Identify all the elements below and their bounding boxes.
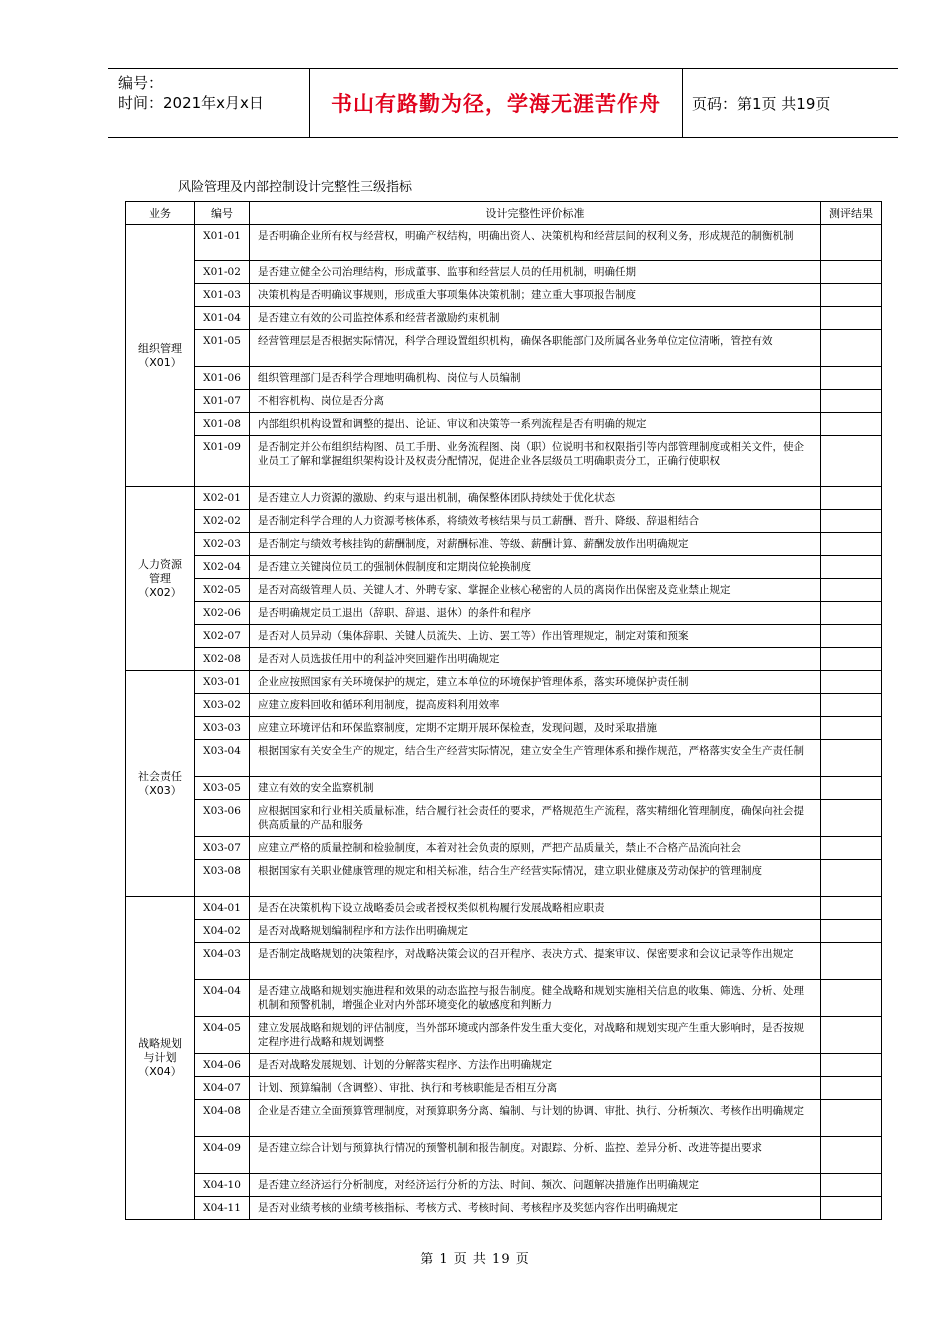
code-cell: X04-04 — [195, 980, 250, 1017]
code-cell: X01-07 — [195, 390, 250, 413]
code-cell: X02-04 — [195, 556, 250, 579]
result-cell[interactable] — [821, 717, 882, 740]
code-cell: X01-09 — [195, 436, 250, 487]
table-row — [126, 284, 882, 307]
table-header-row — [126, 202, 882, 225]
category-cell: 战略规划 与计划 （X04） — [126, 897, 195, 1220]
table-row — [126, 980, 882, 1017]
table-row — [126, 694, 882, 717]
result-cell[interactable] — [821, 367, 882, 390]
column-header-criteria: 设计完整性评价标准 — [250, 202, 821, 225]
criteria-cell: 不相容机构、岗位是否分离 — [250, 390, 821, 413]
criteria-cell: 是否建立战略和规划实施进程和效果的动态监控与报告制度。健全战略和规划实施相关信息的收集、筛选、分析、处理机制和预警机制，增强企业对内外部环境变化的敏感度和判断力 — [250, 980, 821, 1017]
header-meta — [108, 69, 308, 137]
criteria-cell: 是否对战略发展规划、计划的分解落实程序、方法作出明确规定 — [250, 1054, 821, 1077]
result-cell[interactable] — [821, 943, 882, 980]
code-cell: X02-03 — [195, 533, 250, 556]
code-cell: X01-08 — [195, 413, 250, 436]
page-footer: 第 1 页 共 19 页 — [420, 1252, 530, 1267]
table-row — [126, 510, 882, 533]
criteria-cell: 是否对战略规划编制程序和方法作出明确规定 — [250, 920, 821, 943]
criteria-cell: 计划、预算编制（含调整）、审批、执行和考核职能是否相互分离 — [250, 1077, 821, 1100]
table-row — [126, 837, 882, 860]
table-row — [126, 225, 882, 261]
result-cell[interactable] — [821, 390, 882, 413]
result-cell[interactable] — [821, 261, 882, 284]
result-cell[interactable] — [821, 487, 882, 510]
table-row — [126, 860, 882, 897]
result-cell[interactable] — [821, 556, 882, 579]
result-cell[interactable] — [821, 602, 882, 625]
criteria-cell: 是否明确规定员工退出（辞职、辞退、退休）的条件和程序 — [250, 602, 821, 625]
code-cell: X04-02 — [195, 920, 250, 943]
code-cell: X01-04 — [195, 307, 250, 330]
criteria-cell: 是否对人员异动（集体辞职、关键人员流失、上访、罢工等）作出管理规定，制定对策和预案 — [250, 625, 821, 648]
criteria-table — [125, 201, 882, 1220]
result-cell[interactable] — [821, 330, 882, 367]
result-cell[interactable] — [821, 800, 882, 837]
code-cell: X04-11 — [195, 1197, 250, 1220]
result-cell[interactable] — [821, 920, 882, 943]
table-row — [126, 800, 882, 837]
table-row — [126, 602, 882, 625]
code-cell: X02-06 — [195, 602, 250, 625]
result-cell[interactable] — [821, 1054, 882, 1077]
table-row — [126, 579, 882, 602]
header-motto: 书山有路勤为径，学海无涯苦作舟 — [309, 69, 683, 137]
table-row — [126, 261, 882, 284]
criteria-cell: 是否制定战略规划的决策程序，对战略决策会议的召开程序、表决方式、提案审议、保密要求和会议记录等作出规定 — [250, 943, 821, 980]
code-cell: X04-09 — [195, 1137, 250, 1174]
table-row — [126, 1077, 882, 1100]
result-cell[interactable] — [821, 860, 882, 897]
table-body — [126, 225, 882, 1220]
code-cell: X04-08 — [195, 1100, 250, 1137]
criteria-cell: 是否制定并公布组织结构图、员工手册、业务流程图、岗（职）位说明书和权限指引等内部管理制度或相关文件，使企业员工了解和掌握组织架构设计及权责分配情况，促进企业各层级员工明确职责分工，正确行使职权 — [250, 436, 821, 487]
column-header-result: 测评结果 — [821, 202, 882, 225]
table-row — [126, 897, 882, 920]
category-cell: 社会责任 （X03） — [126, 671, 195, 897]
result-cell[interactable] — [821, 1017, 882, 1054]
table-row — [126, 671, 882, 694]
result-cell[interactable] — [821, 284, 882, 307]
criteria-cell: 应建立严格的质量控制和检验制度，本着对社会负责的原则，严把产品质量关，禁止不合格产品流向社会 — [250, 837, 821, 860]
criteria-cell: 是否建立人力资源的激励、约束与退出机制，确保整体团队持续处于优化状态 — [250, 487, 821, 510]
table-row — [126, 307, 882, 330]
result-cell[interactable] — [821, 1077, 882, 1100]
code-cell: X03-03 — [195, 717, 250, 740]
code-cell: X04-05 — [195, 1017, 250, 1054]
result-cell[interactable] — [821, 980, 882, 1017]
criteria-cell: 决策机构是否明确议事规则，形成重大事项集体决策机制；建立重大事项报告制度 — [250, 284, 821, 307]
criteria-cell: 是否对人员选拔任用中的利益冲突回避作出明确规定 — [250, 648, 821, 671]
code-cell: X04-01 — [195, 897, 250, 920]
criteria-cell: 是否在决策机构下设立战略委员会或者授权类似机构履行发展战略相应职责 — [250, 897, 821, 920]
table-row — [126, 1197, 882, 1220]
column-header-code: 编号 — [195, 202, 250, 225]
criteria-cell: 是否建立有效的公司监控体系和经营者激励约束机制 — [250, 307, 821, 330]
table-row — [126, 330, 882, 367]
criteria-cell: 企业是否建立全面预算管理制度，对预算职务分离、编制、与计划的协调、审批、执行、分析频次、考核作出明确规定 — [250, 1100, 821, 1137]
category-cell: 组织管理 （X01） — [126, 225, 195, 487]
criteria-cell: 是否制定科学合理的人力资源考核体系，将绩效考核结果与员工薪酬、晋升、降级、辞退相结合 — [250, 510, 821, 533]
criteria-cell: 是否对业绩考核的业绩考核指标、考核方式、考核时间、考核程序及奖惩内容作出明确规定 — [250, 1197, 821, 1220]
result-cell[interactable] — [821, 625, 882, 648]
result-cell[interactable] — [821, 307, 882, 330]
result-cell[interactable] — [821, 510, 882, 533]
criteria-cell: 是否建立经济运行分析制度，对经济运行分析的方法、时间、频次、问题解决措施作出明确规定 — [250, 1174, 821, 1197]
result-cell[interactable] — [821, 648, 882, 671]
table-row — [126, 1017, 882, 1054]
result-cell[interactable] — [821, 1197, 882, 1220]
result-cell[interactable] — [821, 897, 882, 920]
criteria-cell: 企业应按照国家有关环境保护的规定，建立本单位的环境保护管理体系，落实环境保护责任制 — [250, 671, 821, 694]
code-cell: X03-02 — [195, 694, 250, 717]
table-row — [126, 777, 882, 800]
table-row — [126, 436, 882, 487]
result-cell[interactable] — [821, 579, 882, 602]
code-cell: X01-02 — [195, 261, 250, 284]
result-cell[interactable] — [821, 671, 882, 694]
page-header — [108, 68, 898, 138]
table-row — [126, 648, 882, 671]
result-cell[interactable] — [821, 533, 882, 556]
code-cell: X04-06 — [195, 1054, 250, 1077]
code-cell: X02-02 — [195, 510, 250, 533]
table-row — [126, 1137, 882, 1174]
table-row — [126, 1174, 882, 1197]
result-cell[interactable] — [821, 1137, 882, 1174]
result-cell[interactable] — [821, 436, 882, 487]
code-cell: X01-05 — [195, 330, 250, 367]
table-row — [126, 367, 882, 390]
code-cell: X01-06 — [195, 367, 250, 390]
criteria-cell: 是否制定与绩效考核挂钩的薪酬制度，对薪酬标准、等级、薪酬计算、薪酬发放作出明确规定 — [250, 533, 821, 556]
result-cell[interactable] — [821, 777, 882, 800]
table-row — [126, 487, 882, 510]
criteria-cell: 应建立环境评估和环保监察制度，定期不定期开展环保检查，发现问题，及时采取措施 — [250, 717, 821, 740]
column-header-business: 业务 — [126, 202, 195, 225]
document-number-label: 编号： — [118, 74, 164, 92]
category-cell: 人力资源 管理 （X02） — [126, 487, 195, 671]
code-cell: X03-01 — [195, 671, 250, 694]
result-cell[interactable] — [821, 413, 882, 436]
table-row — [126, 943, 882, 980]
code-cell: X04-07 — [195, 1077, 250, 1100]
criteria-cell: 建立有效的安全监察机制 — [250, 777, 821, 800]
criteria-cell: 内部组织机构设置和调整的提出、论证、审议和决策等一系列流程是否有明确的规定 — [250, 413, 821, 436]
code-cell: X02-07 — [195, 625, 250, 648]
table-row — [126, 625, 882, 648]
code-cell: X02-01 — [195, 487, 250, 510]
criteria-cell: 根据国家有关安全生产的规定，结合生产经营实际情况，建立安全生产管理体系和操作规范，严格落实安全生产责任制 — [250, 740, 821, 777]
code-cell: X04-10 — [195, 1174, 250, 1197]
code-cell: X01-01 — [195, 225, 250, 261]
code-cell: X03-06 — [195, 800, 250, 837]
table-row — [126, 413, 882, 436]
table-row — [126, 1100, 882, 1137]
code-cell: X01-03 — [195, 284, 250, 307]
criteria-cell: 组织管理部门是否科学合理地明确机构、岗位与人员编制 — [250, 367, 821, 390]
criteria-cell: 根据国家有关职业健康管理的规定和相关标准，结合生产经营实际情况，建立职业健康及劳动保护的管理制度 — [250, 860, 821, 897]
code-cell: X02-05 — [195, 579, 250, 602]
criteria-cell: 是否建立关键岗位员工的强制休假制度和定期岗位轮换制度 — [250, 556, 821, 579]
criteria-cell: 经营管理层是否根据实际情况，科学合理设置组织机构，确保各职能部门及所属各业务单位定位清晰，管控有效 — [250, 330, 821, 367]
code-cell: X03-08 — [195, 860, 250, 897]
table-row — [126, 920, 882, 943]
criteria-cell: 是否对高级管理人员、关键人才、外聘专家、掌握企业核心秘密的人员的离岗作出保密及竞业禁止规定 — [250, 579, 821, 602]
result-cell[interactable] — [821, 225, 882, 261]
table-row — [126, 1054, 882, 1077]
code-cell: X03-07 — [195, 837, 250, 860]
result-cell[interactable] — [821, 740, 882, 777]
result-cell[interactable] — [821, 1100, 882, 1137]
header-page-label: 页码：第1页 共19页 — [692, 94, 831, 113]
table-row — [126, 717, 882, 740]
criteria-cell: 应根据国家和行业相关质量标准，结合履行社会责任的要求，严格规范生产流程，落实精细化管理制度，确保向社会提供高质量的产品和服务 — [250, 800, 821, 837]
code-cell: X03-04 — [195, 740, 250, 777]
document-title: 风险管理及内部控制设计完整性三级指标 — [178, 180, 413, 195]
criteria-cell: 建立发展战略和规划的评估制度，当外部环境或内部条件发生重大变化，对战略和规划实现产生重大影响时，是否按规定程序进行战略和规划调整 — [250, 1017, 821, 1054]
table-row — [126, 556, 882, 579]
criteria-cell: 是否建立综合计划与预算执行情况的预警机制和报告制度。对跟踪、分析、监控、差异分析、改进等提出要求 — [250, 1137, 821, 1174]
criteria-cell: 应建立废料回收和循环利用制度，提高废料利用效率 — [250, 694, 821, 717]
table-row — [126, 390, 882, 413]
code-cell: X04-03 — [195, 943, 250, 980]
table-row — [126, 740, 882, 777]
result-cell[interactable] — [821, 694, 882, 717]
result-cell[interactable] — [821, 837, 882, 860]
code-cell: X02-08 — [195, 648, 250, 671]
criteria-cell: 是否建立健全公司治理结构，形成董事、监事和经营层人员的任用机制，明确任期 — [250, 261, 821, 284]
table-row — [126, 533, 882, 556]
result-cell[interactable] — [821, 1174, 882, 1197]
criteria-cell: 是否明确企业所有权与经营权，明确产权结构，明确出资人、决策机构和经营层间的权利义务，形成规范的制衡机制 — [250, 225, 821, 261]
code-cell: X03-05 — [195, 777, 250, 800]
document-date-label: 时间：2021年x月x日 — [118, 94, 264, 112]
